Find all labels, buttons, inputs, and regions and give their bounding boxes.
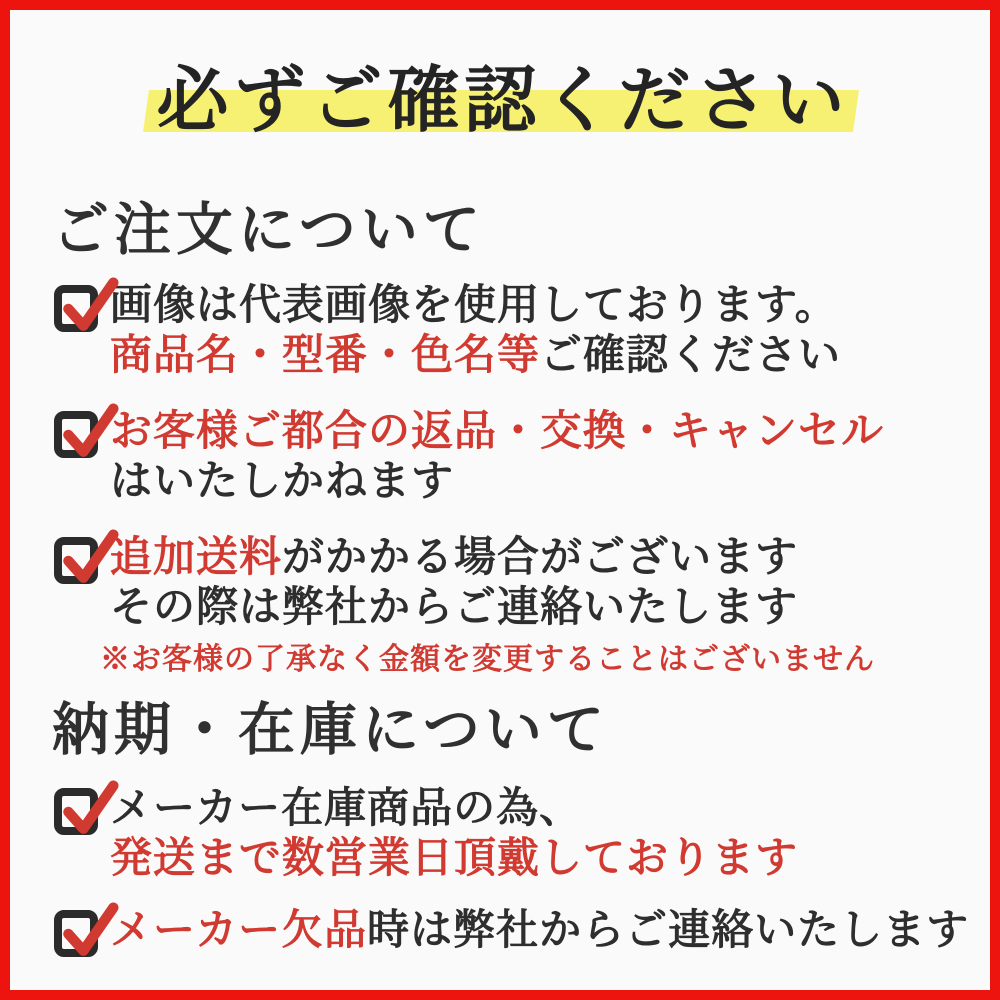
page-title: 必ずご確認ください xyxy=(156,57,850,142)
text-segment: はいたしかねます xyxy=(110,456,455,506)
checkmark-icon xyxy=(59,403,119,463)
item-text xyxy=(110,280,841,380)
text-segment: 画像は代表画像を使用しております。 xyxy=(110,280,838,330)
text-segment: がかかる場合がございます xyxy=(282,532,799,582)
checked-checkbox-icon xyxy=(54,910,98,957)
footnote: ※お客様の了承なく金額を変更することはございません xyxy=(100,642,875,678)
list-item xyxy=(54,406,960,506)
item-text xyxy=(110,905,969,955)
list-item xyxy=(54,783,960,883)
text-segment-emphasis: メーカー欠品 xyxy=(110,904,368,954)
text-segment: その際は弊社からご連絡いたします xyxy=(110,582,799,632)
text-segment: ご確認ください xyxy=(540,330,842,380)
list-item xyxy=(54,904,970,957)
text-segment-emphasis: 追加送料 xyxy=(110,532,283,582)
checked-checkbox-icon xyxy=(54,788,98,835)
checked-checkbox-icon xyxy=(54,411,98,458)
list-item xyxy=(54,532,960,680)
item-text xyxy=(100,532,875,680)
checkmark-icon xyxy=(59,277,119,337)
text-segment: 時は弊社からご連絡いたします xyxy=(367,904,970,954)
text-segment-emphasis: 商品名・型番・色名等 xyxy=(110,330,541,380)
checkmark-icon xyxy=(59,902,119,962)
text-segment-emphasis: お客様ご都合の返品・交換・キャンセル xyxy=(110,406,885,456)
list-item xyxy=(54,280,960,380)
title-banner xyxy=(46,10,960,160)
section-order xyxy=(46,196,960,680)
text-segment: メーカー在庫商品の為、 xyxy=(110,782,583,832)
checkmark-icon xyxy=(59,529,119,589)
section-heading-order: ご注文について xyxy=(52,196,485,263)
checkmark-icon xyxy=(59,780,119,840)
item-text xyxy=(110,406,884,506)
section-delivery xyxy=(46,696,970,956)
item-text xyxy=(110,783,798,883)
text-segment-emphasis: 発送まで数営業日頂戴しております xyxy=(110,832,799,882)
section-heading-delivery: 納期・在庫について xyxy=(52,696,609,764)
checked-checkbox-icon xyxy=(54,537,98,584)
checked-checkbox-icon xyxy=(54,285,98,332)
